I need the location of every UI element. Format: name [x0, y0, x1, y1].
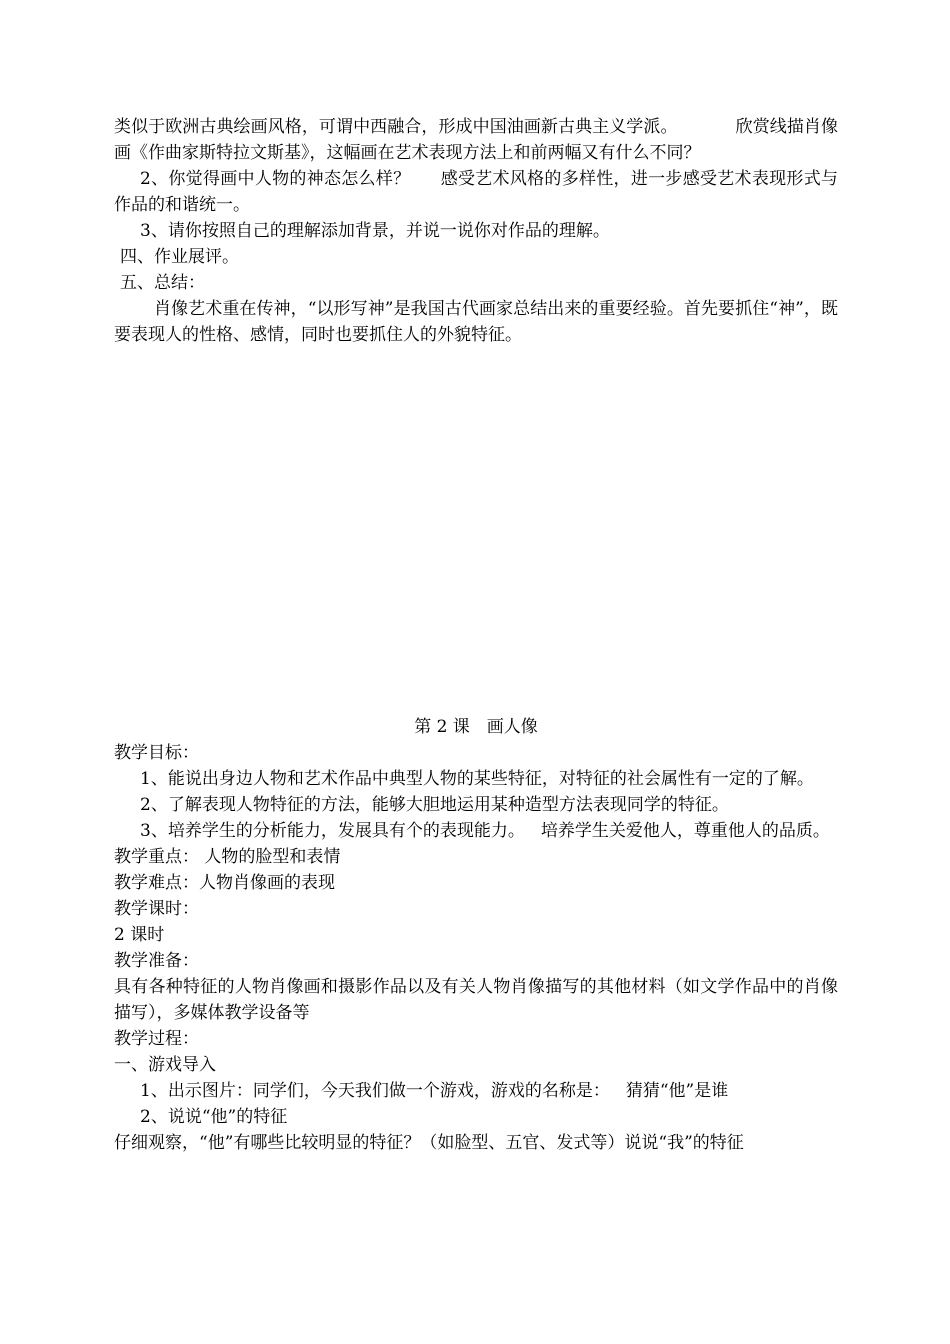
step-1-2: 2、说说“他”的特征 — [140, 1107, 288, 1127]
key-point: 教学重点： 人物的脸型和表情 — [114, 847, 341, 867]
paragraph-q3: 3、请你按照自己的理解添加背景，并说一说你对作品的理解。 — [140, 221, 610, 241]
prep: 具有各种特征的人物肖像画和摄影作品以及有关人物肖像描写的其他材料（如文学作品中的肖像描写），多媒体教学设备等 — [114, 977, 838, 1023]
step-1-1b: 猜猜“他”是谁 — [625, 1081, 729, 1101]
text-q2a: 2、你觉得画中人物的神态怎么样？ — [140, 169, 411, 189]
lesson-title: 第 2 课 画人像 — [414, 717, 538, 737]
text-line1a: 类似于欧洲古典绘画风格，可谓中西融合，形成中国油画新古典主义学派。 — [114, 117, 678, 137]
paragraph-intro — [114, 114, 838, 166]
summary-paragraph: 肖像艺术重在传神，“以形写神”是我国古代画家总结出来的重要经验。首先要抓住“神”，既要表现人的性格、感情，同时也要抓住人的外貌特征。 — [114, 299, 838, 345]
difficulty: 教学难点：人物肖像画的表现 — [114, 873, 335, 893]
section-4-heading: 四、作业展评。 — [120, 247, 239, 267]
prep-heading: 教学准备： — [114, 951, 199, 971]
paragraph-q2 — [114, 166, 838, 218]
text-q2b: 感受艺术风格的多样性，进一步感受艺术表现形式与作品的和谐统一。 — [114, 169, 838, 215]
text-line1b: 欣赏线描肖像画《作曲家斯特拉文斯基》，这幅画在艺术表现方法上和前两幅又有什么不同？ — [114, 117, 839, 163]
goals-heading: 教学目标： — [114, 743, 199, 763]
process-heading: 教学过程： — [114, 1029, 199, 1049]
step-1: 一、游戏导入 — [114, 1055, 216, 1075]
observe: 仔细观察，“他”有哪些比较明显的特征？（如脸型、五官、发式等）说说“我”的特征 — [114, 1133, 744, 1153]
lesson-2-content — [114, 740, 838, 1156]
step-1-1a: 1、出示图片：同学们，今天我们做一个游戏，游戏的名称是： — [140, 1081, 610, 1101]
hours-heading: 教学课时： — [114, 899, 199, 919]
step-1-1 — [114, 1078, 838, 1104]
goal-3a: 3、培养学生的分析能力，发展具有个的表现能力。 — [140, 821, 525, 841]
goal-3 — [114, 818, 838, 844]
goal-3b: 培养学生关爱他人，尊重他人的品质。 — [540, 821, 830, 841]
section-5-heading: 五、总结： — [120, 273, 205, 293]
goal-1: 1、能说出身边人物和艺术作品中典型人物的某些特征，对特征的社会属性有一定的了解。 — [140, 769, 814, 789]
document-page — [114, 114, 839, 1153]
goal-2: 2、了解表现人物特征的方法，能够大胆地运用某种造型方法表现同学的特征。 — [140, 795, 729, 815]
hours: 2 课时 — [114, 925, 165, 945]
